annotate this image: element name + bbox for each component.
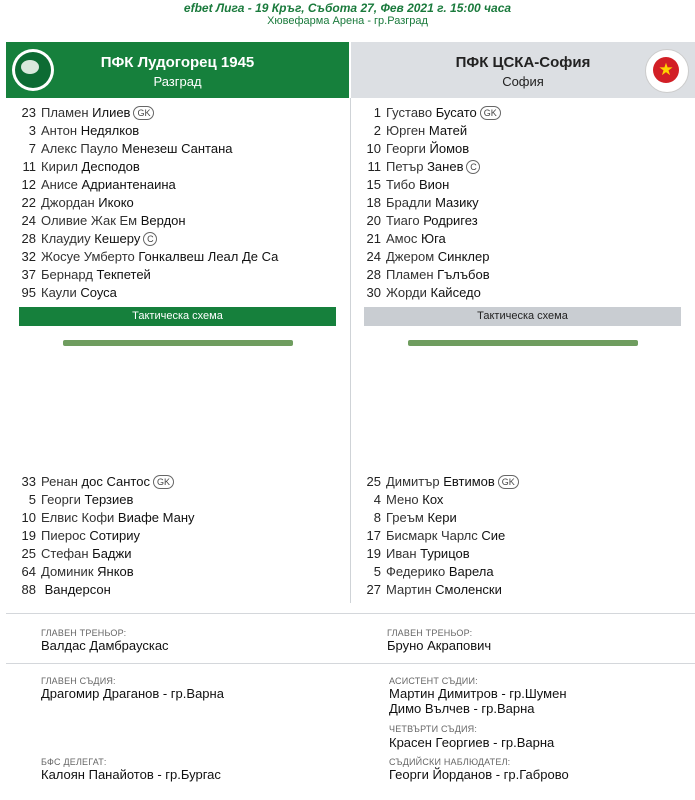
player-row[interactable]: [0, 194, 345, 212]
delegate-label: БФС ДЕЛЕГАТ:: [41, 757, 107, 767]
cska-star-crest-icon: ★: [645, 49, 689, 93]
delegate-name: Калоян Панайотов - гр.Бургас: [41, 767, 221, 782]
player-first-name: Георги: [386, 141, 426, 156]
player-number: 30: [366, 285, 381, 300]
player-number: 5: [373, 564, 381, 579]
away-coach-name: Бруно Акрапович: [387, 638, 492, 653]
player-row[interactable]: [345, 491, 690, 509]
player-row[interactable]: [345, 122, 690, 140]
player-row[interactable]: [0, 104, 345, 122]
player-number: 8: [373, 510, 381, 525]
player-first-name: Алекс Пауло: [41, 141, 119, 156]
player-first-name: Георги: [41, 492, 81, 507]
player-row[interactable]: [0, 284, 345, 302]
player-row[interactable]: [0, 509, 345, 527]
player-last-name: Йомов: [429, 141, 470, 156]
player-last-name: Юга: [420, 231, 446, 246]
player-first-name: Тиаго: [386, 213, 420, 228]
player-last-name: Икоко: [98, 195, 134, 210]
player-number: 64: [21, 564, 36, 579]
player-first-name: Федерико: [386, 564, 446, 579]
observer-label: СЪДИЙСКИ НАБЛЮДАТЕЛ:: [389, 757, 511, 767]
home-coach-name: Валдас Дамбраускас: [41, 638, 169, 653]
match-title: efbet Лига - 19 Кръг, Събота 27, Фев 2021 г. 15:00 часа: [183, 1, 512, 15]
captain-badge: C: [143, 232, 157, 246]
player-last-name: Янков: [97, 564, 134, 579]
player-number: 11: [22, 159, 36, 174]
player-number: 25: [366, 474, 381, 489]
player-number: 32: [21, 249, 36, 264]
home-coach-label: ГЛАВЕН ТРЕНЬОР:: [41, 628, 127, 638]
player-first-name: Брадли: [386, 195, 432, 210]
player-first-name: Пламен: [386, 267, 434, 282]
player-number: 21: [366, 231, 381, 246]
home-starting-lineup: [0, 104, 345, 302]
player-first-name: Юрген: [386, 123, 426, 138]
player-last-name: Синклер: [437, 249, 490, 264]
home-substitutes: [0, 473, 345, 599]
player-last-name: Виафе Ману: [117, 510, 195, 525]
player-row[interactable]: [0, 563, 345, 581]
player-last-name: Смоленски: [435, 582, 502, 597]
goalkeeper-badge: GK: [153, 475, 174, 489]
player-first-name: Антон: [41, 123, 78, 138]
observer-name: Георги Йорданов - гр.Габрово: [389, 767, 569, 782]
goalkeeper-badge: GK: [133, 106, 154, 120]
goalkeeper-badge: GK: [480, 106, 501, 120]
player-row[interactable]: [345, 158, 690, 176]
player-last-name: Варела: [448, 564, 494, 579]
home-formation-pitch: [63, 340, 293, 346]
player-first-name: Елвис Кофи: [41, 510, 115, 525]
player-first-name: Греъм: [386, 510, 424, 525]
player-last-name: Кох: [422, 492, 444, 507]
player-first-name: Жосуе Умберто: [41, 249, 135, 264]
player-first-name: Амос: [386, 231, 418, 246]
player-first-name: Анисе: [41, 177, 78, 192]
player-row[interactable]: [345, 104, 690, 122]
away-coach-label: ГЛАВЕН ТРЕНЬОР:: [387, 628, 473, 638]
player-row[interactable]: [345, 563, 690, 581]
player-number: 28: [366, 267, 381, 282]
player-row[interactable]: [345, 284, 690, 302]
player-last-name: Адриантенаина: [81, 177, 176, 192]
match-header: [0, 0, 695, 28]
player-number: 22: [21, 195, 36, 210]
player-row[interactable]: [0, 158, 345, 176]
player-row[interactable]: [0, 473, 345, 491]
player-number: 1: [373, 105, 381, 120]
player-row[interactable]: [0, 122, 345, 140]
player-first-name: Бисмарк Чарлс: [386, 528, 478, 543]
player-last-name: Сотириу: [89, 528, 140, 543]
separator: [6, 663, 695, 664]
player-first-name: Доминик: [41, 564, 94, 579]
player-row[interactable]: [0, 491, 345, 509]
away-substitutes: [345, 473, 690, 599]
player-first-name: Бернард: [41, 267, 93, 282]
player-row[interactable]: [345, 140, 690, 158]
player-number: 28: [21, 231, 36, 246]
home-tactic-button[interactable]: Тактическа схема: [19, 307, 336, 326]
player-number: 2: [373, 123, 381, 138]
player-number: 88: [21, 582, 36, 597]
player-last-name: Десподов: [81, 159, 140, 174]
player-number: 18: [366, 195, 381, 210]
assistants-label: АСИСТЕНТ СЪДИИ:: [389, 676, 478, 686]
player-number: 20: [366, 213, 381, 228]
player-last-name: дос Сантос: [81, 474, 150, 489]
player-first-name: Оливие Жак Ем: [41, 213, 138, 228]
player-last-name: Кайседо: [430, 285, 481, 300]
player-number: 25: [21, 546, 36, 561]
player-row[interactable]: [0, 176, 345, 194]
player-last-name: Гонкалвеш Леал Де Са: [138, 249, 279, 264]
player-number: 3: [28, 123, 36, 138]
player-number: 23: [21, 105, 36, 120]
player-number: 33: [21, 474, 36, 489]
away-starting-lineup: [345, 104, 690, 302]
player-last-name: Терзиев: [84, 492, 134, 507]
player-number: 5: [28, 492, 36, 507]
player-last-name: Гълъбов: [437, 267, 490, 282]
player-last-name: Мазику: [435, 195, 479, 210]
away-tactic-button[interactable]: Тактическа схема: [364, 307, 681, 326]
player-row[interactable]: [345, 230, 690, 248]
player-first-name: Ренан: [41, 474, 78, 489]
player-number: 24: [21, 213, 36, 228]
player-last-name: Текпетей: [96, 267, 151, 282]
player-number: 24: [366, 249, 381, 264]
player-number: 10: [366, 141, 381, 156]
player-number: 15: [366, 177, 381, 192]
goalkeeper-badge: GK: [498, 475, 519, 489]
player-number: 37: [21, 267, 36, 282]
player-first-name: Пламен: [41, 105, 89, 120]
player-number: 95: [21, 285, 36, 300]
player-last-name: Евтимов: [443, 474, 495, 489]
fourth-official-label: ЧЕТВЪРТИ СЪДИЯ:: [389, 724, 478, 734]
player-last-name: Баджи: [92, 546, 132, 561]
match-venue: Хювефарма Арена - гр.Разград: [267, 15, 428, 27]
player-row[interactable]: [345, 194, 690, 212]
player-last-name: Занев: [427, 159, 464, 174]
player-last-name: Илиев: [92, 105, 131, 120]
home-team-name: ПФК Лудогорец 1945: [100, 54, 255, 71]
player-number: 27: [366, 582, 381, 597]
player-row[interactable]: [345, 473, 690, 491]
assistant-referee-1: Мартин Димитров - гр.Шумен: [389, 686, 567, 701]
player-row[interactable]: [0, 545, 345, 563]
player-row[interactable]: [0, 581, 345, 599]
player-row[interactable]: [345, 248, 690, 266]
player-last-name: Родригез: [423, 213, 478, 228]
player-row[interactable]: [0, 527, 345, 545]
home-team-header[interactable]: [6, 42, 349, 98]
referee-label: ГЛАВЕН СЪДИЯ:: [41, 676, 116, 686]
player-row[interactable]: [0, 266, 345, 284]
player-row[interactable]: [345, 527, 690, 545]
player-first-name: Мено: [386, 492, 419, 507]
player-last-name: Вердон: [140, 213, 186, 228]
player-last-name: Вандерсон: [44, 582, 111, 597]
player-first-name: Димитър: [386, 474, 440, 489]
away-team-city: София: [502, 74, 544, 89]
player-last-name: Матей: [428, 123, 468, 138]
away-formation-pitch: [408, 340, 638, 346]
separator: [6, 613, 695, 614]
away-team-name: ПФК ЦСКА-София: [455, 54, 591, 71]
player-row[interactable]: [345, 581, 690, 599]
assistant-referee-2: Димо Вълчев - гр.Варна: [389, 701, 535, 716]
player-last-name: Кери: [427, 510, 457, 525]
player-last-name: Турицов: [420, 546, 470, 561]
player-number: 10: [21, 510, 36, 525]
player-first-name: Клаудиу: [41, 231, 91, 246]
referee-name: Драгомир Драганов - гр.Варна: [41, 686, 224, 701]
player-row[interactable]: [345, 545, 690, 563]
player-first-name: Стефан: [41, 546, 89, 561]
player-row[interactable]: [0, 248, 345, 266]
player-row[interactable]: [0, 230, 345, 248]
player-first-name: Пиерос: [41, 528, 86, 543]
player-number: 11: [367, 159, 381, 174]
player-row[interactable]: [345, 176, 690, 194]
fourth-official-name: Красен Георгиев - гр.Варна: [389, 735, 555, 750]
player-first-name: Густаво: [386, 105, 433, 120]
player-last-name: Кешеру: [94, 231, 141, 246]
player-number: 19: [21, 528, 36, 543]
player-first-name: Иван: [386, 546, 417, 561]
player-last-name: Сие: [481, 528, 506, 543]
player-number: 12: [21, 177, 36, 192]
player-first-name: Мартин: [386, 582, 432, 597]
player-first-name: Кирил: [41, 159, 78, 174]
player-last-name: Вион: [418, 177, 450, 192]
player-number: 7: [28, 141, 36, 156]
home-team-city: Разград: [153, 74, 202, 89]
player-first-name: Каули: [41, 285, 77, 300]
player-number: 19: [366, 546, 381, 561]
player-row[interactable]: [345, 509, 690, 527]
player-row[interactable]: [0, 140, 345, 158]
player-row[interactable]: [345, 266, 690, 284]
player-first-name: Джером: [386, 249, 435, 264]
player-number: 4: [373, 492, 381, 507]
player-last-name: Бусато: [435, 105, 477, 120]
player-first-name: Джордан: [41, 195, 95, 210]
player-last-name: Менезеш Сантана: [121, 141, 233, 156]
captain-badge: C: [466, 160, 480, 174]
player-first-name: Жорди: [386, 285, 427, 300]
player-row[interactable]: [0, 212, 345, 230]
away-team-header[interactable]: [351, 42, 695, 98]
player-number: 17: [366, 528, 381, 543]
player-row[interactable]: [345, 212, 690, 230]
player-first-name: Петър: [386, 159, 424, 174]
player-first-name: Тибо: [386, 177, 416, 192]
player-last-name: Недялков: [80, 123, 140, 138]
player-last-name: Соуса: [80, 285, 117, 300]
